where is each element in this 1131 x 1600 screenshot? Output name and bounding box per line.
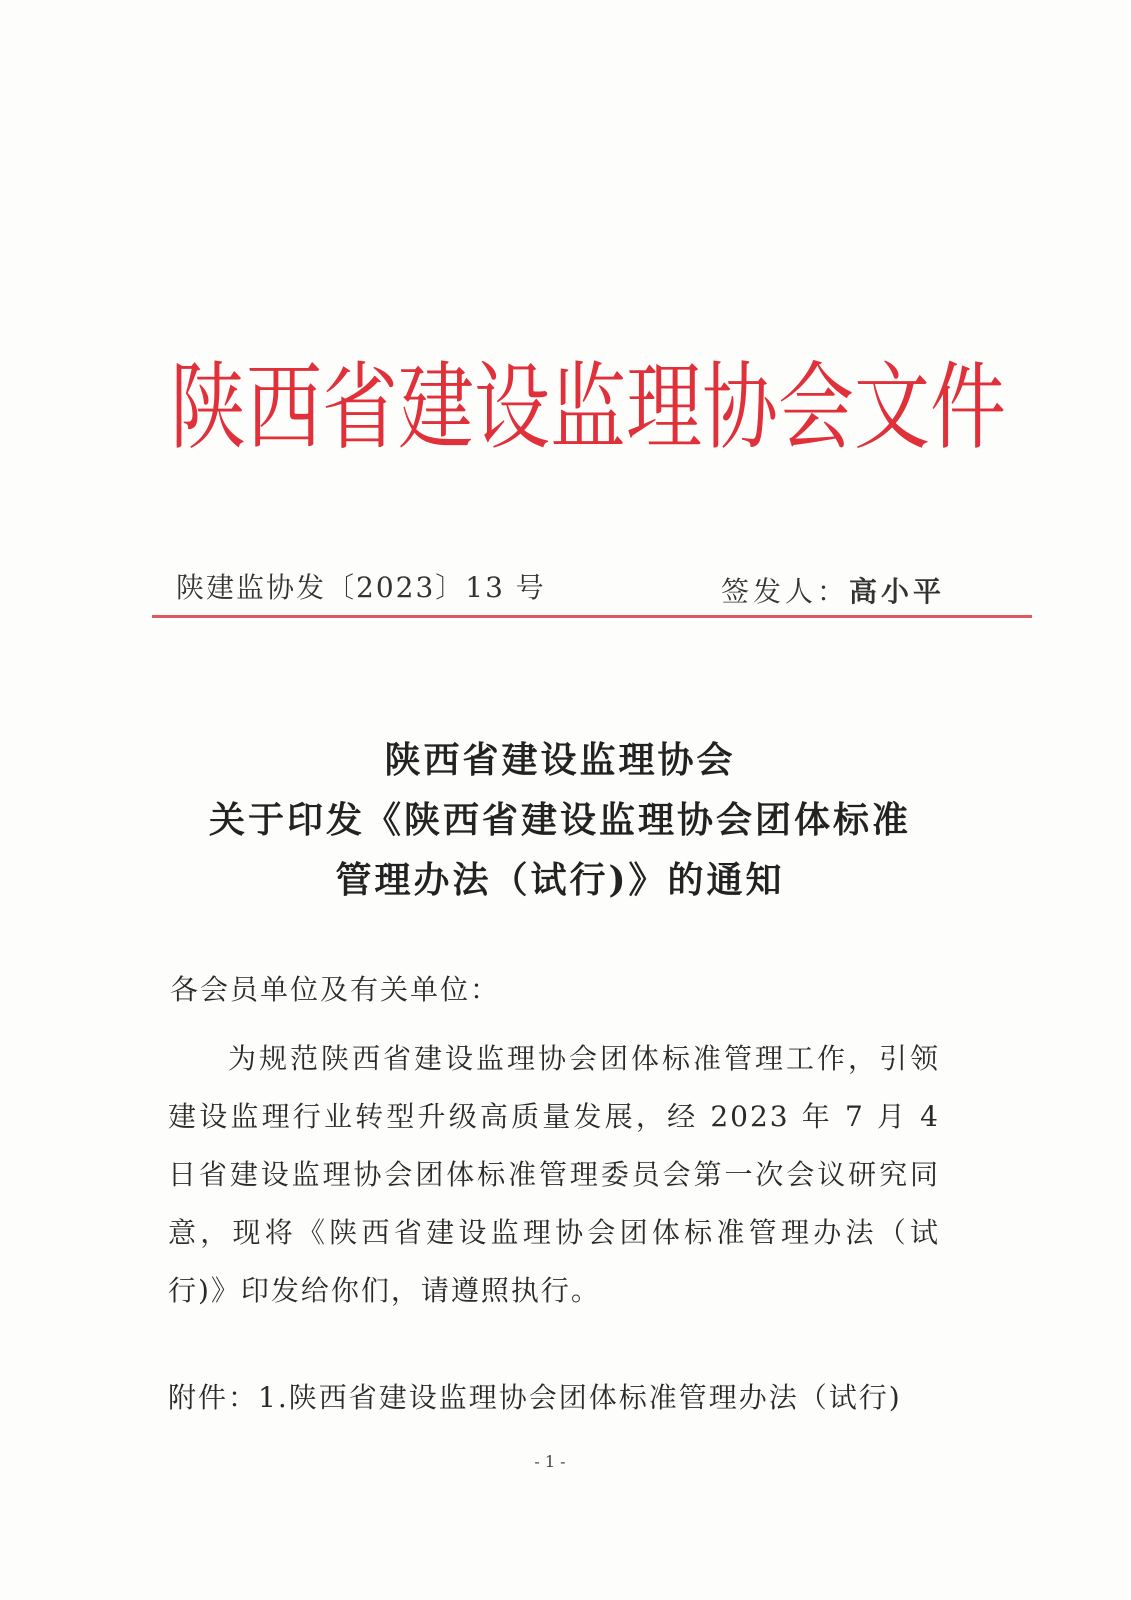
- notice-title-line3: 管理办法（试行)》的通知: [335, 859, 785, 901]
- notice-title: [150, 730, 970, 910]
- issuer: [721, 570, 945, 610]
- issuer-name: 高小平: [848, 575, 945, 608]
- attachment-line: 附件：1.陕西省建设监理协会团体标准管理办法（试行): [168, 1381, 902, 1414]
- notice-title-line2: 关于印发《陕西省建设监理协会团体标准: [208, 799, 911, 841]
- org-file-title: 陕西省建设监理协会文件: [170, 351, 1006, 463]
- red-divider: [152, 615, 1032, 618]
- page-number: - 1 -: [534, 1452, 566, 1471]
- notice-title-line1: 陕西省建设监理协会: [384, 739, 736, 781]
- issuer-label: 签发人：: [720, 575, 849, 608]
- document-number: 陕建监协发〔2023〕13 号: [176, 571, 546, 604]
- body-paragraph: 为规范陕西省建设监理协会团体标准管理工作，引领建设监理行业转型升级高质量发展，经 2023 年 7 月 4 日省建设监理协会团体标准管理委员会第一次会议研究同意，现将《陕西省建设监理协会团体标准管理办法（试行)》印发给你们，请遵照执行。: [168, 1042, 940, 1307]
- salutation: 各会员单位及有关单位：: [170, 973, 501, 1006]
